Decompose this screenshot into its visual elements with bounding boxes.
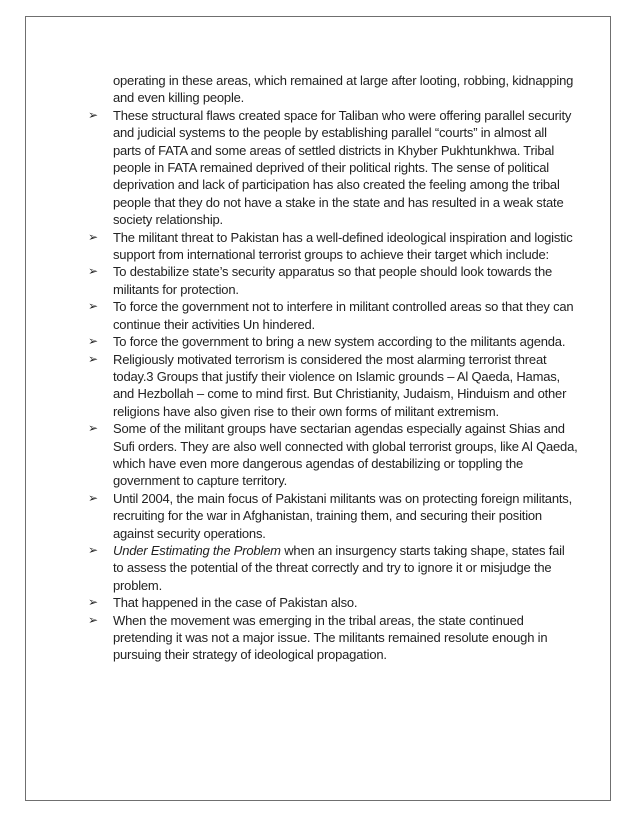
arrow-bullet-icon: ➢ [88, 334, 98, 349]
bullet-item [88, 490, 578, 542]
bullet-item [88, 107, 578, 229]
arrow-bullet-icon: ➢ [88, 264, 98, 279]
arrow-bullet-icon: ➢ [88, 542, 98, 557]
arrow-bullet-icon: ➢ [88, 229, 98, 244]
bullet-text: To force the government not to interfere in militant controlled areas so that they can continue their activities Un hindered. [113, 299, 574, 332]
bullet-item [88, 594, 578, 611]
arrow-bullet-icon: ➢ [88, 490, 98, 505]
arrow-bullet-icon: ➢ [88, 299, 98, 314]
bullet-text: When the movement was emerging in the tribal areas, the state continued pretending it was not a major issue. The militants remained resolute enough in pursuing their strategy of ideological propagation. [113, 612, 548, 663]
bullet-item [88, 298, 578, 333]
italic-lead: Under Estimating the Problem [113, 542, 281, 558]
bullet-item [88, 612, 578, 664]
bullet-item [88, 229, 578, 264]
bullet-text: Until 2004, the main focus of Pakistani militants was on protecting foreign militants, recruiting for the war in Afghanistan, training them, and securing their position against security operations. [113, 490, 572, 541]
document-body [88, 72, 578, 664]
arrow-bullet-icon: ➢ [88, 612, 98, 627]
bullet-item [88, 542, 578, 594]
bullet-text: To destabilize state’s security apparatus so that people should look towards the militants for protection. [113, 264, 553, 297]
bullet-item [88, 420, 578, 490]
arrow-bullet-icon: ➢ [88, 595, 98, 610]
continuation-paragraph: operating in these areas, which remained at large after looting, robbing, kidnapping and even killing people. [113, 73, 574, 106]
bullet-text: when an insurgency starts taking shape, states fail to assess the potential of the threat correctly and try to ignore it or misjudge the problem. [113, 542, 565, 593]
bullet-text: Some of the militant groups have sectarian agendas especially against Shias and Sufi orders. They are also well connected with global terrorist groups, like Al Qaeda, which have even more dangerous agendas of destabilizing or toppling the government to capture territory. [113, 421, 578, 489]
bullet-text: Religiously motivated terrorism is considered the most alarming terrorist threat today.3 Groups that justify their violence on Islamic grounds – Al Qaeda, Hamas, and Hezbollah – come to mind first. But Christianity, Judaism, Hinduism and other religions have also given rise to their own forms of militant extremism. [113, 351, 567, 419]
bullet-item [88, 263, 578, 298]
bullet-text: These structural flaws created space for Taliban who were offering parallel security and judicial systems to the people by establishing parallel “courts” in almost all parts of FATA and some areas of settled districts in Khyber Pukhtunkhwa. Tribal people in FATA remained deprived of their political rights. The sense of political deprivation and lack of participation has also created the feeling among the tribal people that they do not have a stake in the state and has resulted in a weak state society relationship. [113, 107, 572, 228]
bullet-item [88, 333, 578, 350]
bullet-text: That happened in the case of Pakistan also. [113, 595, 358, 611]
bullet-text: To force the government to bring a new system according to the militants agenda. [113, 334, 566, 350]
arrow-bullet-icon: ➢ [88, 421, 98, 436]
bullet-text: The militant threat to Pakistan has a well-defined ideological inspiration and logistic support from international terrorist groups to achieve their target which include: [113, 229, 573, 263]
arrow-bullet-icon: ➢ [88, 107, 98, 122]
arrow-bullet-icon: ➢ [88, 351, 98, 366]
bullet-item [88, 351, 578, 421]
